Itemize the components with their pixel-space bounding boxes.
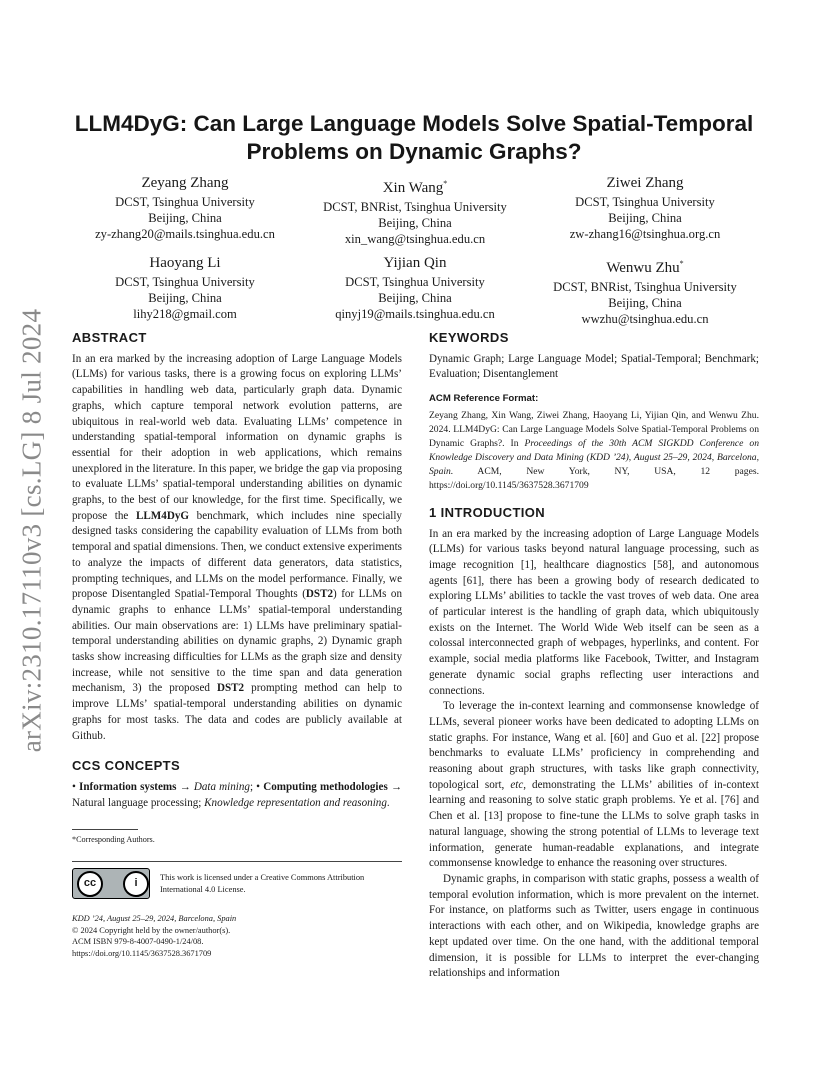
introduction-heading: 1 INTRODUCTION xyxy=(429,504,546,520)
author-location: Beijing, China xyxy=(148,211,222,225)
intro-paragraph-1: In an era marked by the increasing adoption of Large Language Models (LLMs) for various tasks beyond natural language processing, such as image recognition [1], healthcare diagnostics [58], and autonomous agents [61], there has been a growing body of research dedicated to exploring LLMs’ abilities to tackle the vast troves of web data. One area of particular interest is the handling of graph data, which ubiquitously exists on the Internet. The World Wide Web itself can be seen as a colossal interconnected graph of webpages, hyperlinks, and content. For example, social media platforms like Facebook, Twitter, and Instagram generate dynamic social graphs reflecting user interactions and connections. xyxy=(429,527,759,697)
author-location: Beijing, China xyxy=(608,211,682,225)
author-location: Beijing, China xyxy=(148,291,222,305)
author-affiliation: DCST, Tsinghua University xyxy=(345,275,485,289)
right-column xyxy=(429,330,759,982)
acm-reference-text: Zeyang Zhang, Xin Wang, Ziwei Zhang, Haoyang Li, Yijian Qin, and Wenwu Zhu. 2024. LLM4DyG: Can Large Language Models Solve Spatial-Temporal Problems on Dynamic Graphs?. In Proceedings of the 30th ACM SIGKDD Conference on Knowledge Discovery and Data Mining (KDD ’24), August 25–29, 2024, Barcelona, Spain. ACM, New York, NY, USA, 12 pages. https://doi.org/10.1145/3637528.3671709 xyxy=(429,409,759,491)
author-email: zw-zhang16@tsinghua.org.cn xyxy=(569,227,721,241)
keywords-heading: KEYWORDS xyxy=(429,330,509,345)
author-email: lihy218@gmail.com xyxy=(133,307,237,321)
author-name: Zeyang Zhang xyxy=(141,175,229,191)
cc-icon: cc xyxy=(77,871,103,897)
intro-paragraph-2: To leverage the in-context learning and commonsense knowledge of LLMs, several pioneer works have been dedicated to adopting LLMs on static graphs. For instance, Wang et al. [60] and Guo et al. [22] propose benchmarks to evaluate LLMs’ proficiency in comprehending and reasoning about graph structures, with tasks like graph connectivity, topological sort, etc, demonstrating the LLMs’ abilities of in-context learning and reasoning to solve static graph problems. Ye et al. [76] and Chen et al. [13] propose to fine-tune the LLMs to solve graph tasks in natural language, showing the strong potential of LLMs to leverage text information, generate human-readable explanations, and integrate commonsense knowledge to enhance the reasoning over structures. xyxy=(429,700,759,870)
author-email: wwzhu@tsinghua.edu.cn xyxy=(581,312,709,326)
author-location: Beijing, China xyxy=(608,296,682,310)
author-email: qinyj19@mails.tsinghua.edu.cn xyxy=(335,307,495,321)
corresponding-mark: * xyxy=(443,179,448,188)
copyright: © 2024 Copyright held by the owner/author(s). xyxy=(72,925,231,935)
isbn: ACM ISBN 979-8-4007-0490-1/24/08. xyxy=(72,937,204,947)
ccs-heading: CCS CONCEPTS xyxy=(72,758,181,774)
arxiv-identifier: arXiv:2310.17110v3 [cs.LG] 8 Jul 2024 xyxy=(16,308,47,752)
license-text: This work is licensed under a Creative Commons Attribution International 4.0 License. xyxy=(160,873,365,894)
corresponding-mark: * xyxy=(679,259,684,268)
paper-title xyxy=(70,110,758,166)
venue: KDD ’24, August 25–29, 2024, Barcelona, Spain xyxy=(72,914,237,924)
author-name: Xin Wang xyxy=(382,180,444,196)
publication-info xyxy=(72,913,402,959)
author-location: Beijing, China xyxy=(378,291,452,305)
author-affiliation: DCST, BNRist, Tsinghua University xyxy=(323,200,507,214)
author-location: Beijing, China xyxy=(378,216,452,230)
license-block xyxy=(72,868,402,899)
title-line-2: Problems on Dynamic Graphs? xyxy=(246,139,582,164)
author-affiliation: DCST, Tsinghua University xyxy=(575,195,715,209)
footnote-divider xyxy=(72,829,138,830)
author-card xyxy=(70,254,300,322)
attribution-icon: i xyxy=(123,871,149,897)
abstract-text: In an era marked by the increasing adoption of Large Language Models (LLMs) for various tasks, there is a growing focus on exploring LLMs’ capabilities in handling web data, particularly graph data. Dynamic graphs, which capture temporal network evolution patterns, are ubiquitous in real-world web data. Evaluating LLMs’ competence in understanding spatial-temporal information on dynamic graphs is essential for their adoption in web applications, which remains unexplored in the literature. In this paper, we bridge the gap via proposing to evaluate LLMs’ spatial-temporal understanding abilities on dynamic graphs, to the best of our knowledge, for the first time. Specifically, we propose the LLM4DyG benchmark, which includes nine specially designed tasks considering the capability evaluation of LLMs from both temporal and spatial dimensions. Then, we conduct extensive experiments to analyze the impacts of different data generators, data statistics, prompting techniques, and LLMs on the model performance. Finally, we propose Disentangled Spatial-Temporal Thoughts (DST2) for LLMs on dynamic graphs to enhance LLMs’ spatial-temporal understanding abilities. Our main observations are: 1) LLMs have preliminary spatial-temporal understanding abilities on dynamic graphs, 2) Dynamic graph tasks show increasing difficulties for LLMs as the graph size and density increase, while not sensitive to the time span and data generation mechanism, 3) the proposed DST2 prompting method can help to improve LLMs’ spatial-temporal understanding abilities on dynamic graphs for most tasks. The data and codes are publicly available at Github. xyxy=(72,352,402,742)
corresponding-authors-footnote: *Corresponding Authors. xyxy=(72,835,155,845)
author-email: zy-zhang20@mails.tsinghua.edu.cn xyxy=(95,227,275,241)
author-card xyxy=(530,174,760,242)
keywords-text: Dynamic Graph; Large Language Model; Spatial-Temporal; Benchmark; Evaluation; Disentanglement xyxy=(429,352,759,381)
author-affiliation: DCST, BNRist, Tsinghua University xyxy=(553,280,737,294)
author-card xyxy=(530,254,760,327)
author-name: Wenwu Zhu xyxy=(606,260,680,276)
abstract-heading: ABSTRACT xyxy=(72,330,147,345)
author-card xyxy=(300,254,530,322)
author-card xyxy=(70,174,300,242)
license-divider xyxy=(72,861,402,862)
acm-reference-heading: ACM Reference Format: xyxy=(429,393,539,405)
author-affiliation: DCST, Tsinghua University xyxy=(115,195,255,209)
author-affiliation: DCST, Tsinghua University xyxy=(115,275,255,289)
doi-link[interactable]: https://doi.org/10.1145/3637528.3671709 xyxy=(72,948,212,958)
author-name: Haoyang Li xyxy=(149,255,221,271)
author-card xyxy=(300,174,530,247)
title-line-1: LLM4DyG: Can Large Language Models Solve Spatial-Temporal xyxy=(74,111,754,136)
author-email: xin_wang@tsinghua.edu.cn xyxy=(344,232,486,246)
author-name: Ziwei Zhang xyxy=(606,175,684,191)
intro-paragraph-3: Dynamic graphs, in comparison with static graphs, possess a wealth of temporal evolution information, which is more prevalent on the internet. For instance, on platforms such as Twitter, users engage in continuous interactions with each other, and on Wikipedia, knowledge graphs are kept updated over time. On the one hand, with the additional temporal dimension, it is possible for LLMs to interpret the ever-changing relationships and information xyxy=(429,872,759,980)
cc-by-badge xyxy=(72,868,150,899)
left-column xyxy=(72,330,402,959)
ccs-text: • Information systems → Data mining; • Computing methodologies → Natural language processing; Knowledge representation and reasoning. xyxy=(72,780,402,809)
author-name: Yijian Qin xyxy=(383,255,447,271)
